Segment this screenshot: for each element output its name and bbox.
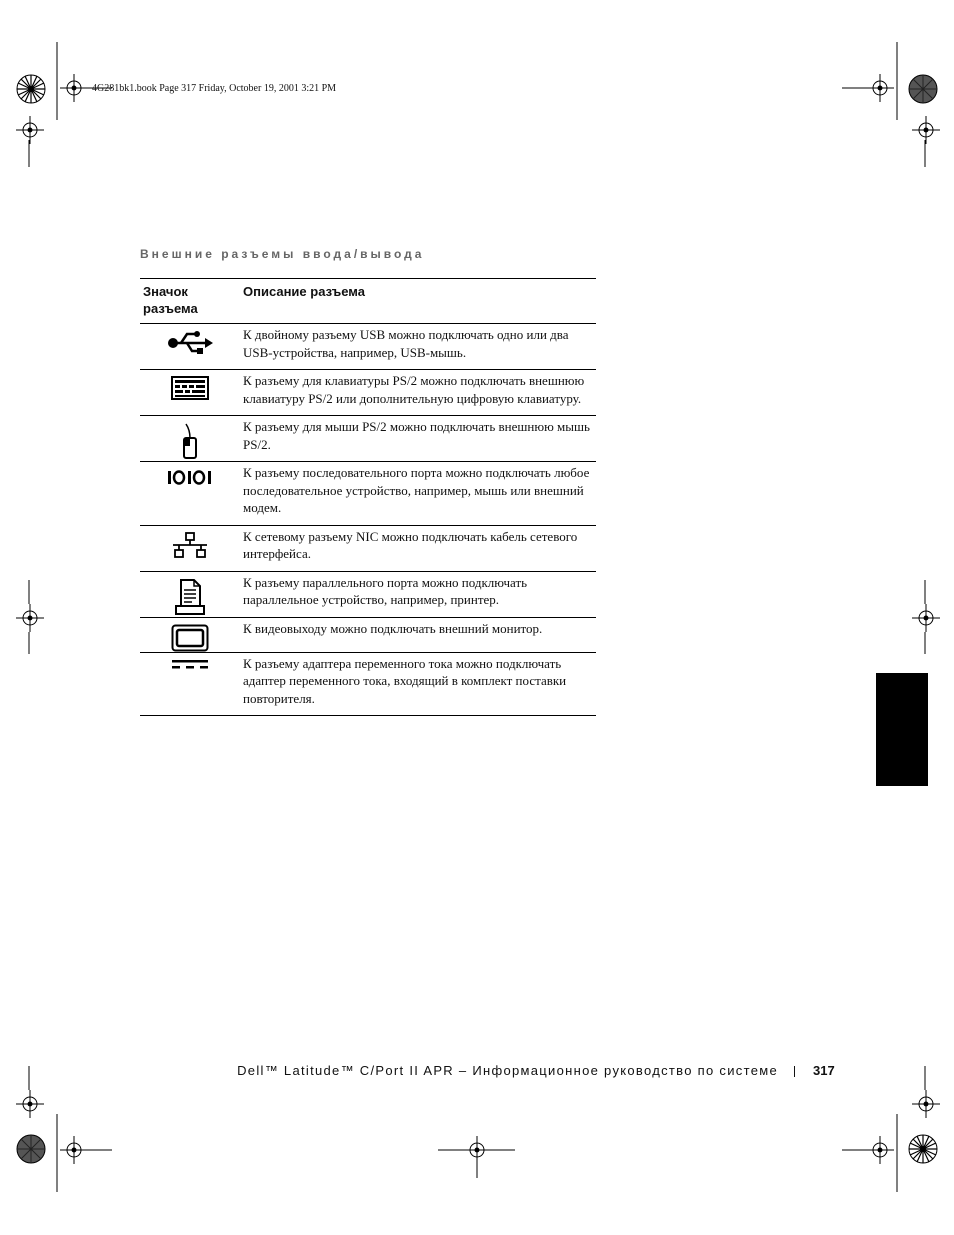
connector-description: К сетевому разъему NIC можно подключать кабель сетевого интерфейса. (243, 528, 578, 561)
column-header-icon: Значок разъема (143, 284, 198, 316)
parallel-printer-icon (174, 578, 206, 616)
serial-port-icon (166, 468, 214, 486)
table-row (140, 617, 596, 652)
connector-description: К разъему адаптера переменного тока можно подключать адаптер переменного тока, входящий в комплект поставки повторителя. (243, 655, 567, 706)
connector-description: К видеовыходу можно подключать внешний монитор. (243, 620, 543, 636)
table-row (140, 652, 596, 716)
keyboard-icon (171, 376, 209, 400)
print-header: 4G281bk1.book Page 317 Friday, October 19, 2001 3:21 PM (92, 83, 337, 94)
video-monitor-icon (171, 624, 209, 652)
dc-power-icon (172, 659, 208, 671)
table-row (140, 416, 596, 462)
page-number: 317 (813, 1063, 835, 1078)
column-header-description: Описание разъема (243, 284, 365, 299)
table-row (140, 370, 596, 416)
connector-description: К двойному разъему USB можно подключать одно или два USB-устройства, например, USB-мышь. (243, 327, 569, 360)
table-row (140, 462, 596, 526)
footer-title: Dell™ Latitude™ C/Port II APR – Информационное руководство по системе (237, 1063, 778, 1078)
usb-icon (167, 330, 213, 356)
table-row (140, 525, 596, 571)
connector-description: К разъему последовательного порта можно подключать любое последовательное устройство, например, мышь или внешний модем. (243, 465, 590, 515)
table-header-row (140, 279, 596, 324)
connector-description: К разъему для мыши PS/2 можно подключать внешнюю мышь PS/2. (243, 419, 590, 452)
connector-description: К разъему для клавиатуры PS/2 можно подключать внешнюю клавиатуру PS/2 или дополнительную цифровую клавиатуру. (243, 373, 585, 406)
section-title: Внешние разъемы ввода/вывода (140, 247, 425, 261)
table-row (140, 571, 596, 617)
footer-divider (794, 1066, 795, 1077)
chapter-tab (876, 673, 928, 786)
mouse-icon (180, 422, 200, 460)
table-row (140, 324, 596, 370)
connectors-table (140, 278, 596, 716)
connector-description: К разъему параллельного порта можно подключать параллельное устройство, например, принтер. (243, 574, 528, 607)
network-icon (173, 532, 207, 560)
